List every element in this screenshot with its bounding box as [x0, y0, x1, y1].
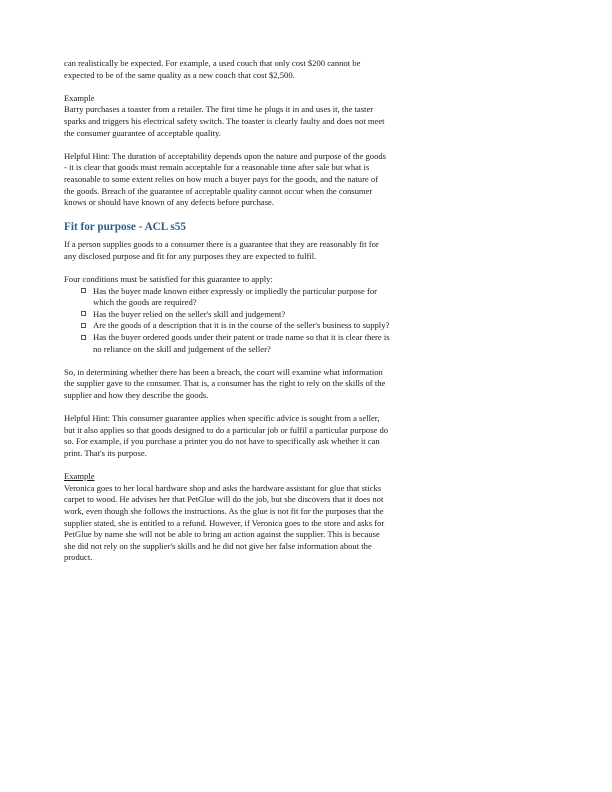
helpful-hint-paragraph-2: Helpful Hint: This consumer guarantee applies when specific advice is sought from a seller, but it also applies so that goods designed to do a particular job or fulfil a particular purpose do so. For example, if you purchase a printer you do not have to specifically ask whether it can print. That's its purpose.	[64, 413, 389, 458]
section-heading: Fit for purpose - ACL s55	[64, 221, 186, 234]
conditions-lead: Four conditions must be satisfied for this guarantee to apply:	[64, 274, 273, 285]
list-item	[64, 286, 390, 309]
section-intro-paragraph: If a person supplies goods to a consumer there is a guarantee that they are reasonably fit for any disclosed purpose and fit for any purposes they are expected to fulfil.	[64, 239, 379, 261]
example-label-2: Example	[64, 471, 95, 482]
condition-text: Has the buyer relied on the seller's skill and judgement?	[93, 308, 286, 319]
list-item	[64, 332, 390, 355]
example-paragraph-2: Veronica goes to her local hardware shop and asks the hardware assistant for glue that sticks carpet to wood. He advises her that PetGlue will do the job, but she discovers that it does not work, even though she follows the instructions. As the glue is not fit for the purposes that the supplier stated, she is entitled to a refund. However, if Veronica goes to the store and asks for PetGlue by name she will not be able to bring an action against the supplier. This is because she did not rely on the supplier's skills and he did not give her false information about the product.	[64, 482, 385, 563]
condition-text: Has the buyer made known either expressly or impliedly the particular purpose for which the goods are required?	[93, 285, 377, 308]
helpful-hint-paragraph: Helpful Hint: The duration of acceptability depends upon the nature and purpose of the goods - it is clear that goods must remain acceptable for a reasonable time after sale but what is reasonable to some extent relies on how much a buyer pays for the goods, and the nature of the goods. Breach of the guarantee of acceptable quality cannot occur when the consumer knows or should have known of any defects before purchase.	[64, 150, 387, 208]
list-item	[64, 320, 390, 332]
example-paragraph: Barry purchases a toaster from a retailer. The first time he plugs it in and uses it, the taster sparks and triggers his electrical safety switch. The toaster is clearly faulty and does not meet the consumer guarantee of acceptable quality.	[64, 104, 385, 138]
example-label: Example	[64, 92, 95, 103]
intro-paragraph: can realistically be expected. For example, a used couch that only cost $200 cannot be expected to be of the same quality as a new couch that cost $2,500.	[64, 58, 361, 80]
list-item	[64, 309, 390, 321]
checkbox-bullet-icon	[81, 323, 86, 328]
checkbox-bullet-icon	[81, 288, 86, 293]
checkbox-bullet-icon	[81, 311, 86, 316]
analysis-paragraph: So, in determining whether there has been a breach, the court will examine what information the supplier gave to the consumer. That is, a consumer has the right to rely on the skills of the supplier and how they describe the goods.	[64, 366, 386, 401]
document-page	[64, 58, 390, 576]
checkbox-bullet-icon	[81, 335, 86, 340]
condition-text: Has the buyer ordered goods under their patent or trade name so that it is clear there is no reliance on the skill and judgement of the seller?	[93, 332, 390, 354]
conditions-list	[64, 286, 390, 356]
condition-text: Are the goods of a description that it is in the course of the seller's business to supply?	[93, 320, 390, 331]
